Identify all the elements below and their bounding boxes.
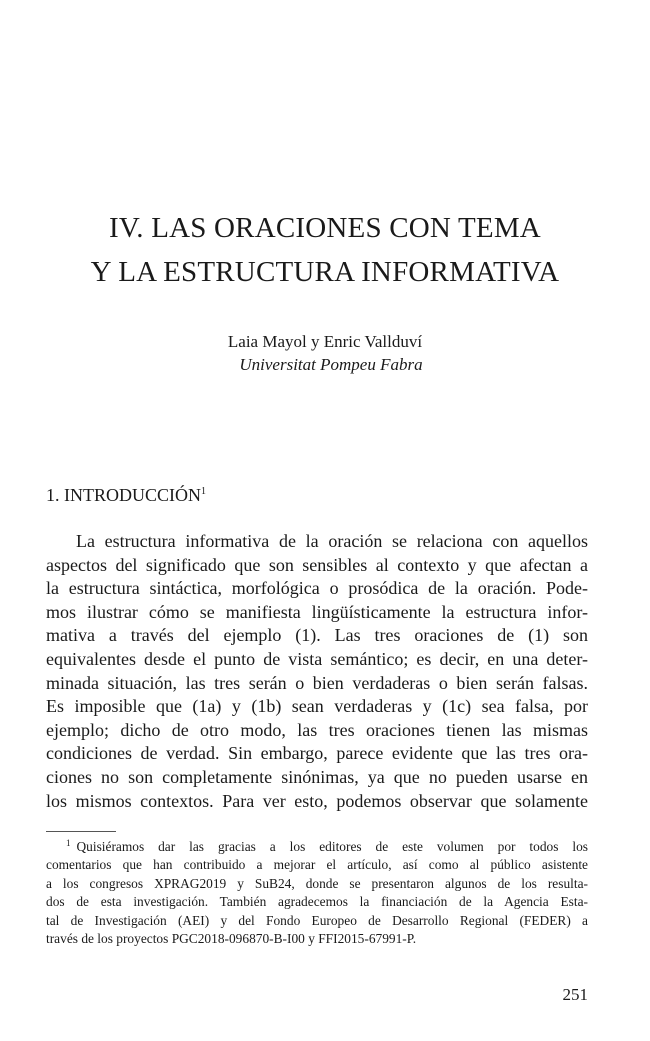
footnote-line: comentarios que han contribuido a mejorar el artículo, así como al público asistente	[46, 857, 588, 873]
body-line: equivalentes desde el punto de vista semántico; es decir, en una deter-	[46, 648, 588, 669]
body-line: mativa a través del ejemplo (1). Las tres oraciones de (1) son	[46, 625, 588, 646]
body-line: aspectos del significado que son sensibles al contexto y que afectan a	[46, 554, 588, 575]
footnote-reference: 1	[201, 486, 206, 497]
body-line: la estructura sintáctica, morfológica o prosódica de la oración. Pode-	[46, 578, 588, 599]
footnote-line: a los congresos XPRAG2019 y SuB24, donde se presentaron algunos de los resulta-	[46, 875, 588, 891]
body-line: ejemplo; dicho de otro modo, las tres oraciones tienen las mismas	[46, 719, 588, 740]
chapter-title-line-1: IV. LAS ORACIONES CON TEMA	[109, 212, 541, 244]
body-line: los mismos contextos. Para ver esto, podemos observar que solamente	[46, 790, 588, 811]
author-names: Laia Mayol y Enric Vallduví	[227, 332, 423, 351]
body-line: Es imposible que (1a) y (1b) sean verdaderas y (1c) sea falsa, por	[46, 696, 588, 717]
author-block	[0, 330, 650, 376]
author-affiliation: Universitat Pompeu Fabra	[239, 355, 423, 374]
section-heading	[46, 483, 206, 507]
body-line: La estructura informativa de la oración se relaciona con aquellos	[76, 531, 588, 551]
footnote-line: tal de Investigación (AEI) y del Fondo Europeo de Desarrollo Regional (FEDER) a	[46, 912, 588, 928]
body-line: mos ilustrar cómo se manifiesta lingüísticamente la estructura infor-	[46, 601, 588, 622]
footnote-divider	[46, 831, 116, 832]
footnote-line: través de los proyectos PGC2018-096870-B-I00 y FFI2015-67991-P.	[46, 931, 417, 947]
footnote-line: dos de esta investigación. También agradecemos la financiación de la Agencia Esta-	[46, 894, 588, 910]
body-paragraph	[46, 530, 588, 813]
footnote	[46, 838, 588, 948]
page-number: 251	[562, 985, 588, 1004]
footnote-line	[46, 838, 588, 856]
chapter-title	[40, 206, 610, 294]
body-line: minada situación, las tres serán o bien verdaderas o bien serán falsas.	[46, 672, 588, 693]
body-line: condiciones de verdad. Sin embargo, parece evidente que las tres ora-	[46, 743, 588, 764]
chapter-title-line-2: Y LA ESTRUCTURA INFORMATIVA	[90, 256, 560, 288]
section-heading-text: 1. INTRODUCCIÓN	[46, 485, 201, 505]
footnote-marker: 1	[66, 838, 71, 848]
body-line: ciones no son completamente sinónimas, ya que no pueden usarse en	[46, 766, 588, 787]
footnote-line-text: Quisiéramos dar las gracias a los editores de este volumen por todos los	[76, 839, 588, 854]
